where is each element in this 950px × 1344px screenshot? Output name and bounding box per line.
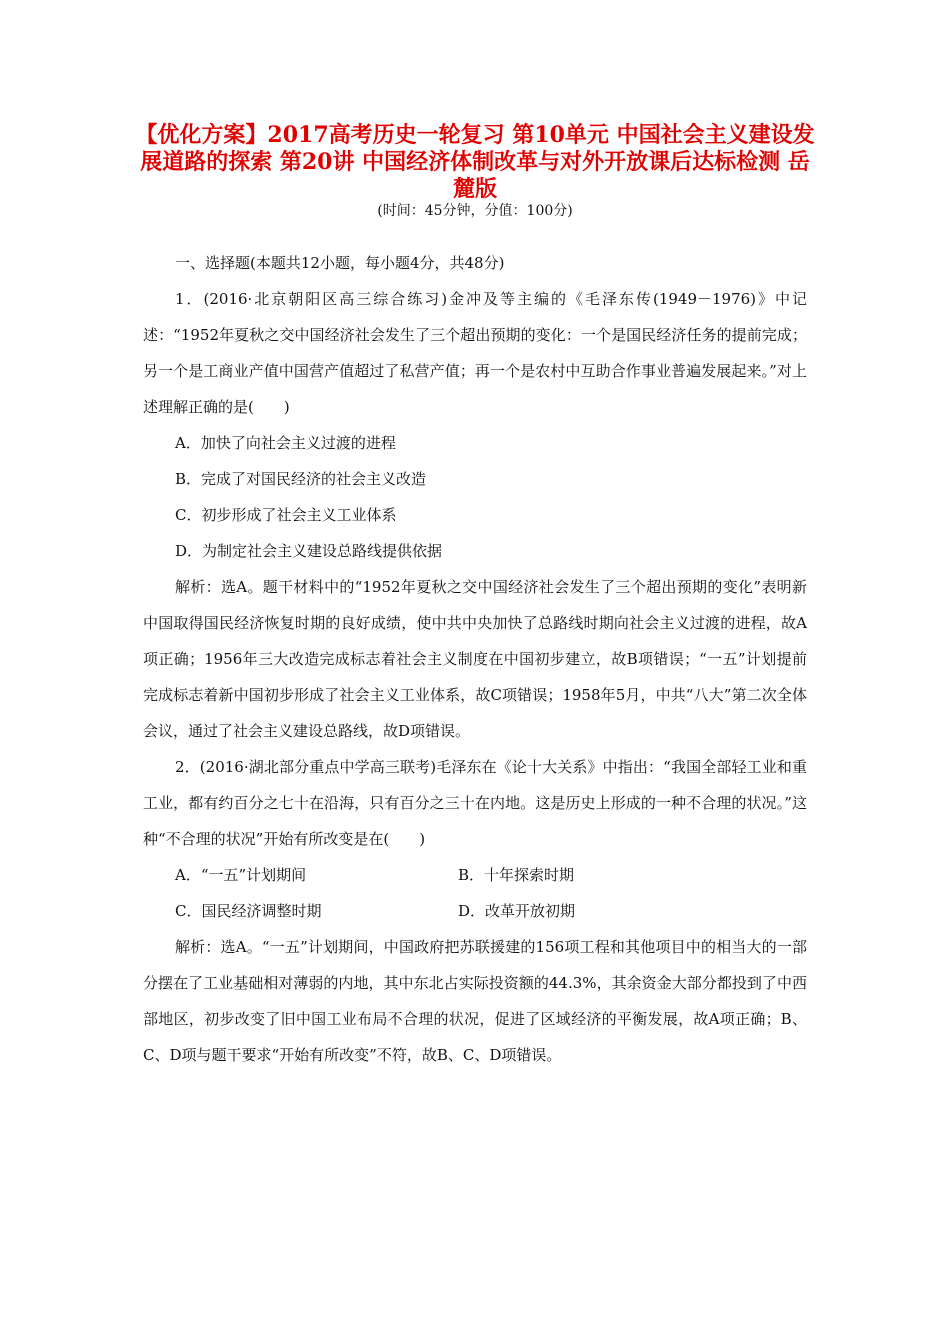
question-1-analysis: 解析：选A。题干材料中的“1952年夏秋之交中国经济社会发生了三个超出预期的变化”表明新中国取得国民经济恢复时期的良好成绩，使中共中央加快了总路线时期向社会主义过渡的进程，故A项正确；1956年三大改造完成标志着社会主义制度在中国初步建立，故B项错误；“一五”计划提前完成标志着新中国初步形成了社会主义工业体系，故C项错误；1958年5月，中共“八大”第二次全体会议，通过了社会主义建设总路线，故D项错误。	[143, 578, 807, 740]
time-score-note: (时间：45分钟，分值：100分)	[377, 203, 573, 219]
question-2-option-b: B．十年探索时期	[458, 866, 575, 884]
question-2-options-row-1	[143, 857, 807, 893]
question-2-analysis: 解析：选A。“一五”计划期间，中国政府把苏联援建的156项工程和其他项目中的相当大的一部分摆在了工业基础相对薄弱的内地，其中东北占实际投资额的44.3%，其余资金大部分都投到了中西部地区，初步改变了旧中国工业布局不合理的状况，促进了区域经济的平衡发展，故A项正确；B、C、D项与题干要求“开始有所改变”不符，故B、C、D项错误。	[143, 938, 807, 1064]
question-2-option-a: A．“一五”计划期间	[175, 866, 307, 884]
question-2-option-d: D．改革开放初期	[458, 902, 576, 920]
question-1-option-c: C．初步形成了社会主义工业体系	[175, 506, 397, 524]
question-2-option-c: C．国民经济调整时期	[175, 902, 322, 920]
document-body	[143, 245, 807, 1073]
section-heading: 一、选择题(本题共12小题，每小题4分，共48分)	[175, 254, 505, 272]
question-1-option-d: D．为制定社会主义建设总路线提供依据	[175, 542, 443, 560]
question-1-option-a: A．加快了向社会主义过渡的进程	[175, 434, 396, 452]
question-1-stem: 1．(2016·北京朝阳区高三综合练习)金冲及等主编的《毛泽东传(1949－1976)》中记述：“1952年夏秋之交中国经济社会发生了三个超出预期的变化：一个是国民经济任务的提前完成；另一个是工商业产值中国营产值超过了私营产值；再一个是农村中互助合作事业普遍发展起来。”对上述理解正确的是( )	[143, 290, 807, 416]
question-1-option-b: B．完成了对国民经济的社会主义改造	[175, 470, 427, 488]
document-title: 【优化方案】2017高考历史一轮复习 第10单元 中国社会主义建设发展道路的探索 第20讲 中国经济体制改革与对外开放课后达标检测 岳麓版	[135, 122, 815, 202]
question-2-options-row-2	[143, 893, 807, 929]
question-2-stem: 2．(2016·湖北部分重点中学高三联考)毛泽东在《论十大关系》中指出：“我国全部轻工业和重工业，都有约百分之七十在沿海，只有百分之三十在内地。这是历史上形成的一种不合理的状况。”这种“不合理的状况”开始有所改变是在( )	[143, 758, 807, 848]
